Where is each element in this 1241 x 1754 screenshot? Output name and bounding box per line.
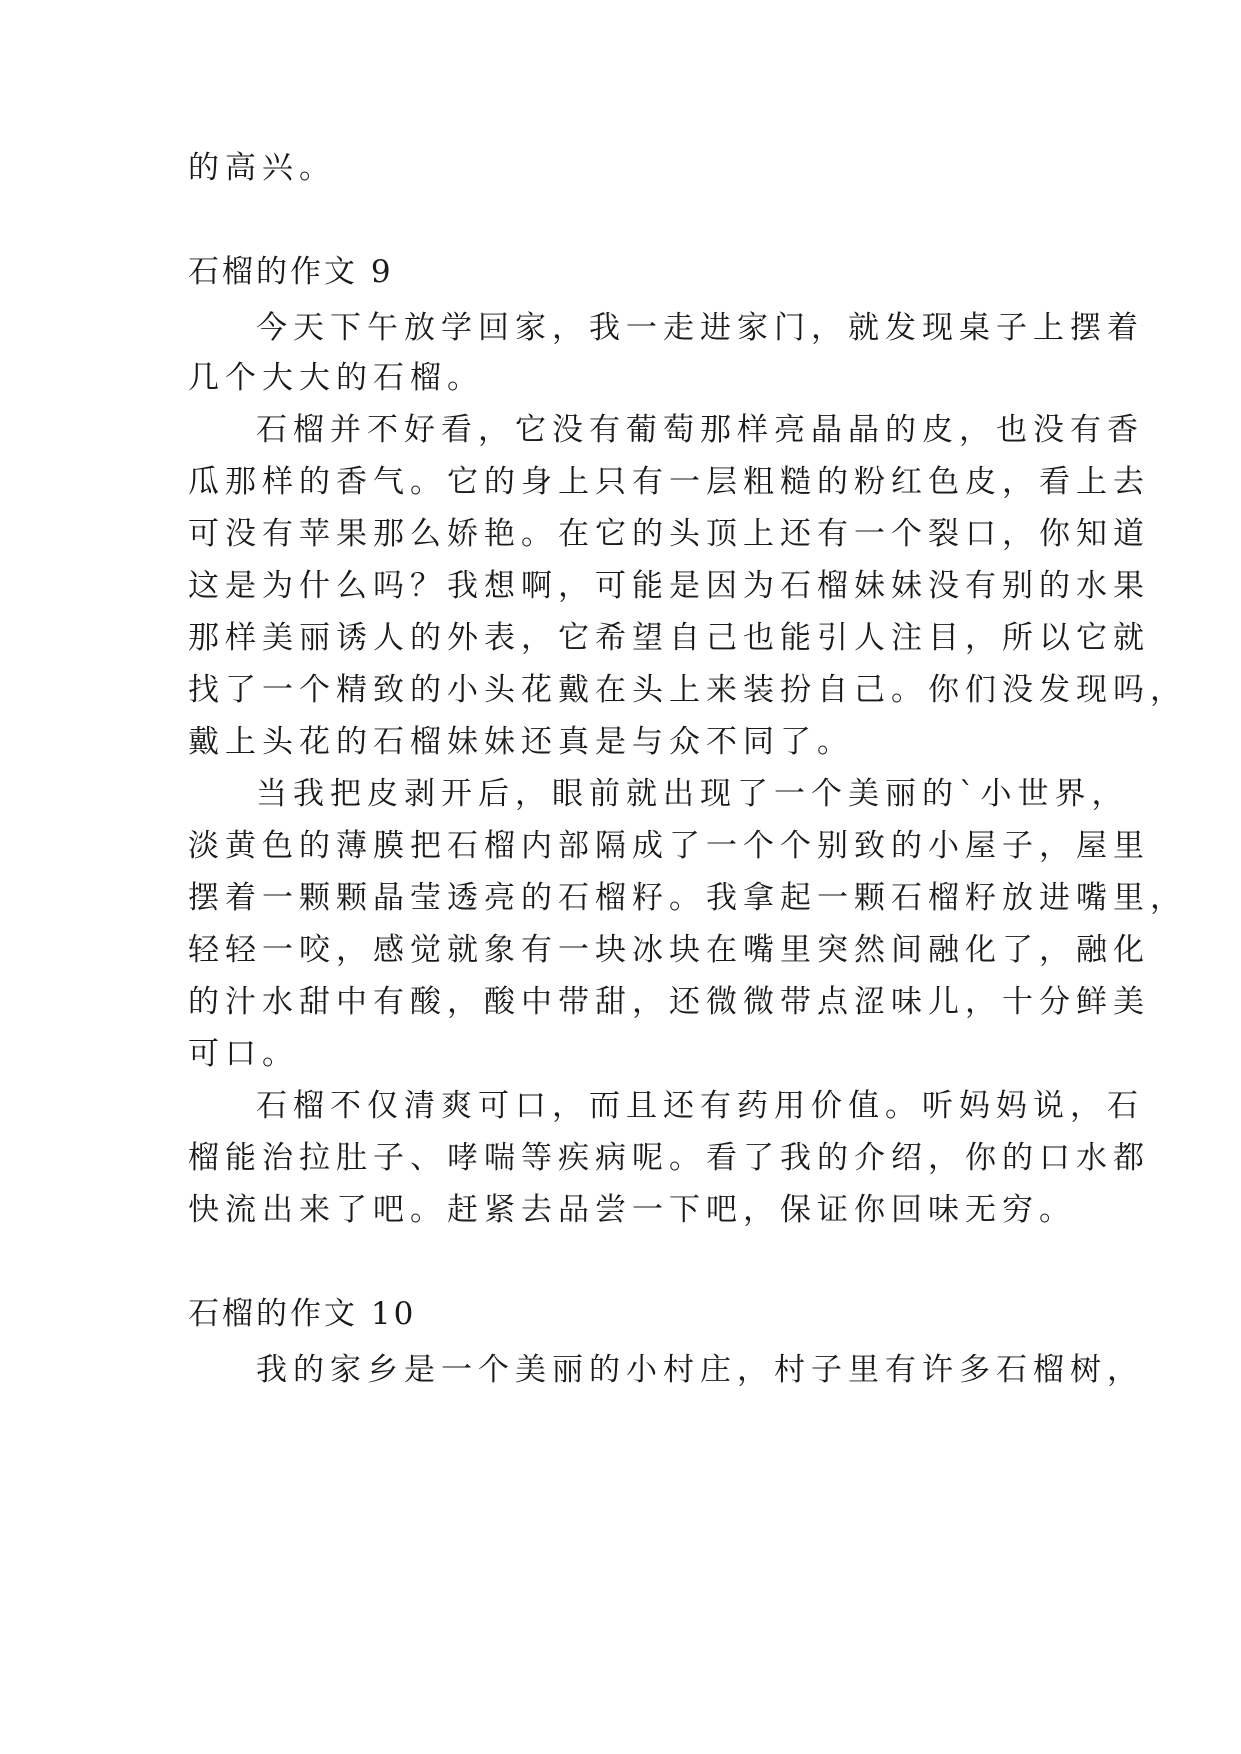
text-line: 轻轻一咬，感觉就象有一块冰块在嘴里突然间融化了，融化 xyxy=(188,932,1150,968)
text-line: 瓜那样的香气。它的身上只有一层粗糙的粉红色皮，看上去 xyxy=(188,464,1150,500)
text-line: 我的家乡是一个美丽的小村庄，村子里有许多石榴树， xyxy=(256,1352,1144,1388)
text-line: 淡黄色的薄膜把石榴内部隔成了一个个别致的小屋子，屋里 xyxy=(188,828,1150,864)
text-line: 榴能治拉肚子、哮喘等疾病呢。看了我的介绍，你的口水都 xyxy=(188,1140,1150,1176)
text-line: 那样美丽诱人的外表，它希望自己也能引人注目，所以它就 xyxy=(188,620,1150,656)
text-line: 当我把皮剥开后，眼前就出现了一个美丽的`小世界， xyxy=(256,776,1129,812)
text-line: 可没有苹果那么娇艳。在它的头顶上还有一个裂口，你知道 xyxy=(188,516,1150,552)
text-line: 快流出来了吧。赶紧去品尝一下吧，保证你回味无穷。 xyxy=(188,1192,1076,1228)
essay-title: 石榴的作文 9 xyxy=(188,254,394,290)
text-line: 的汁水甜中有酸，酸中带甜，还微微带点涩味儿，十分鲜美 xyxy=(188,984,1150,1020)
text-line: 可口。 xyxy=(188,1036,299,1072)
text-line: 今天下午放学回家，我一走进家门，就发现桌子上摆着 xyxy=(256,310,1144,346)
text-line: 几个大大的石榴。 xyxy=(188,360,484,396)
text-line: 这是为什么吗？我想啊，可能是因为石榴妹妹没有别的水果 xyxy=(188,568,1150,604)
text-line: 摆着一颗颗晶莹透亮的石榴籽。我拿起一颗石榴籽放进嘴里， xyxy=(188,880,1187,916)
text-line: 石榴不仅清爽可口，而且还有药用价值。听妈妈说，石 xyxy=(256,1088,1144,1124)
text-line: 戴上头花的石榴妹妹还真是与众不同了。 xyxy=(188,724,854,760)
essay-title: 石榴的作文 10 xyxy=(188,1296,417,1332)
text-line: 的高兴。 xyxy=(188,150,336,186)
text-line: 石榴并不好看，它没有葡萄那样亮晶晶的皮，也没有香 xyxy=(256,412,1144,448)
text-line: 找了一个精致的小头花戴在头上来装扮自己。你们没发现吗， xyxy=(188,672,1187,708)
